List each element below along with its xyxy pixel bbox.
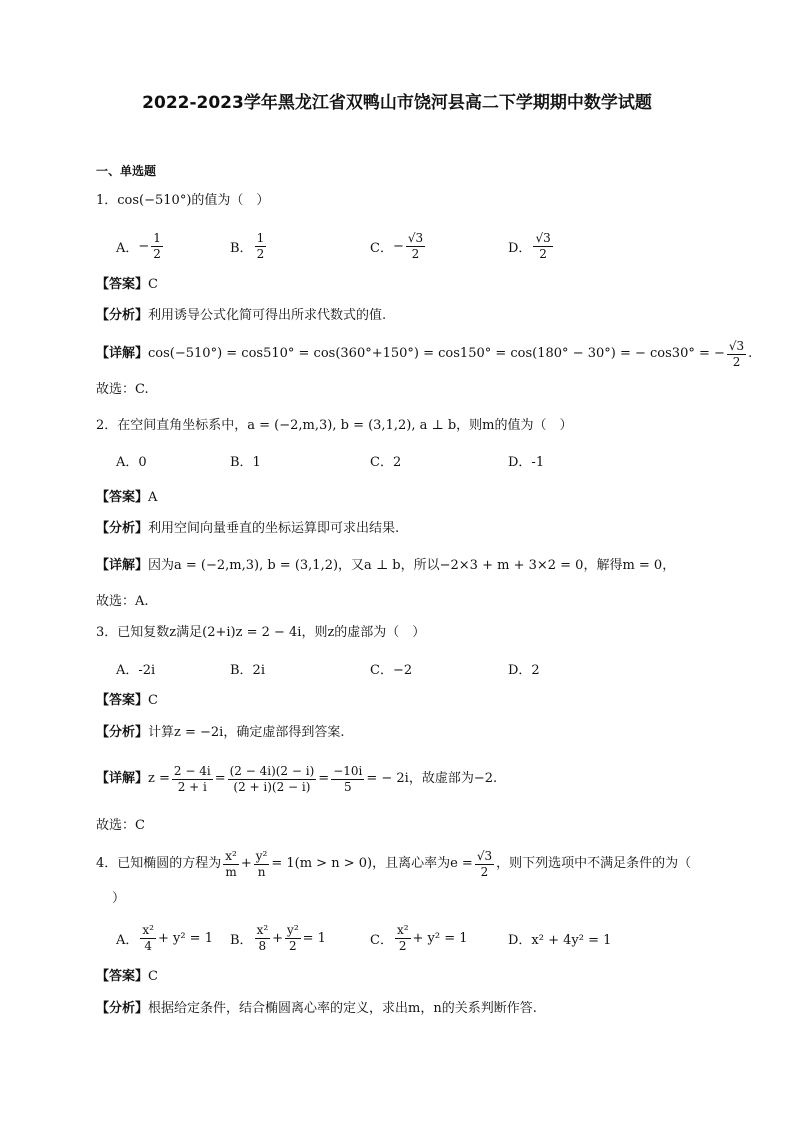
q4-stem-close: ）	[112, 891, 126, 906]
q1-option-b[interactable]: B． $\frac{1}{2}$	[230, 230, 265, 261]
q2-option-a[interactable]: A．0	[116, 454, 147, 470]
q2-option-c[interactable]: C．2	[370, 454, 402, 470]
q3-detail: 【详解】 z = $\frac{2 - 4i}{2 + i}$ = $\frac{(2 - 4i)(2 - i)}{(2 + i)(2 - i)}$ = $\frac{-10i}{5}$ = − 2i，故虚部为−2.	[96, 763, 498, 794]
q2-answer: 【答案】A	[96, 490, 158, 505]
q2-detail: 【详解】因为a = (−2,m,3), b = (3,1,2)，又a ⊥ b，所以−2×3 + m + 3×2 = 0，解得m = 0，	[96, 558, 676, 573]
fraction: $\frac{1}{2}$	[153, 230, 161, 261]
fraction: $\frac{-10i}{5}$	[333, 763, 363, 794]
fraction: $\frac{(2 - 4i)(2 - i)}{(2 + i)(2 - i)}$	[229, 763, 315, 794]
fraction: $\frac{\text{x²}}{m}$	[225, 848, 237, 879]
fraction: $\frac{√3}{2}$	[407, 230, 424, 261]
q1-analysis: 【分析】利用诱导公式化简可得出所求代数式的值.	[96, 308, 387, 323]
q2-options	[116, 445, 736, 475]
q3-option-b[interactable]: B．2i	[230, 662, 265, 678]
q4-option-c[interactable]: C． $\frac{\text{x²}}{2}$ + y² = 1	[370, 922, 468, 953]
fraction: $\frac{\text{y²}}{2}$	[287, 922, 299, 953]
fraction: $\frac{√3}{2}$	[476, 848, 493, 879]
q4-option-d[interactable]: D．x² + 4y² = 1	[508, 932, 612, 948]
q3-options	[116, 653, 736, 683]
q4-answer: 【答案】C	[96, 969, 158, 984]
q2-conclusion: 故选：A.	[96, 594, 149, 609]
q1-answer: 【答案】C	[96, 277, 158, 292]
q1-option-a[interactable]: A． − $\frac{1}{2}$	[116, 230, 161, 261]
q3-answer: 【答案】C	[96, 693, 158, 708]
q1-option-d[interactable]: D． $\frac{√3}{2}$	[508, 230, 551, 261]
q2-analysis: 【分析】利用空间向量垂直的坐标运算即可求出结果.	[96, 521, 400, 536]
fraction: $\frac{\text{y²}}{n}$	[255, 848, 268, 879]
fraction: $\frac{1}{2}$	[256, 230, 265, 261]
fraction: $\frac{√3}{2}$	[535, 230, 551, 261]
q4-analysis: 【分析】根据给定条件，结合椭圆离心率的定义，求出m，n的关系判断作答.	[96, 1001, 537, 1016]
q4-stem: 4．已知椭圆的方程为 $\frac{\text{x²}}{m}$ + $\frac{\text{y²}}{n}$ = 1(m > n > 0)，且离心率为e = $\frac{√3}{2}$ ，则下列选项中不满足条件的为（	[96, 848, 692, 879]
q1-detail: 【详解】 cos(−510°) = cos510° = cos(360°+150°) = cos150° = cos(180° − 30°) = − cos30° = − $\frac{√3}{2}$ .	[96, 338, 753, 369]
fraction: $\frac{\text{x²}}{4}$	[142, 922, 154, 953]
fraction: $\frac{\text{x²}}{2}$	[396, 922, 409, 953]
q4-options	[116, 918, 736, 958]
fraction: $\frac{√3}{2}$	[728, 338, 745, 369]
q1-conclusion: 故选：C.	[96, 382, 149, 397]
q1-option-c[interactable]: C． − $\frac{√3}{2}$	[370, 230, 424, 261]
q2-option-d[interactable]: D．-1	[508, 454, 545, 470]
q1-options	[116, 226, 736, 266]
fraction: $\frac{2 - 4i}{2 + i}$	[173, 763, 211, 794]
page-title: 2022-2023学年黑龙江省双鸭山市饶河县高二下学期期中数学试题	[142, 93, 652, 113]
section-heading: 一、单选题	[96, 164, 157, 178]
q3-conclusion: 故选：C	[96, 818, 145, 833]
q3-option-a[interactable]: A．-2i	[116, 662, 156, 678]
q2-stem: 2．在空间直角坐标系中，a = (−2,m,3), b = (3,1,2), a ⊥ b，则m的值为（ ）	[96, 418, 573, 433]
q3-stem: 3．已知复数z满足(2+i)z = 2 − 4i，则z的虚部为（ ）	[96, 625, 426, 640]
q4-option-b[interactable]: B． $\frac{\text{x²}}{8}$ + $\frac{\text{y²}}{2}$ = 1	[230, 922, 326, 953]
q3-option-d[interactable]: D．2	[508, 662, 540, 678]
q2-option-b[interactable]: B．1	[230, 454, 261, 470]
q1-stem: 1．cos(−510°)的值为（ ）	[96, 193, 270, 208]
fraction: $\frac{\text{x²}}{8}$	[256, 922, 269, 953]
q4-option-a[interactable]: A． $\frac{\text{x²}}{4}$ + y² = 1	[116, 922, 213, 953]
q3-analysis: 【分析】计算z = −2i，确定虚部得到答案.	[96, 725, 345, 740]
q3-option-c[interactable]: C．−2	[370, 662, 413, 678]
